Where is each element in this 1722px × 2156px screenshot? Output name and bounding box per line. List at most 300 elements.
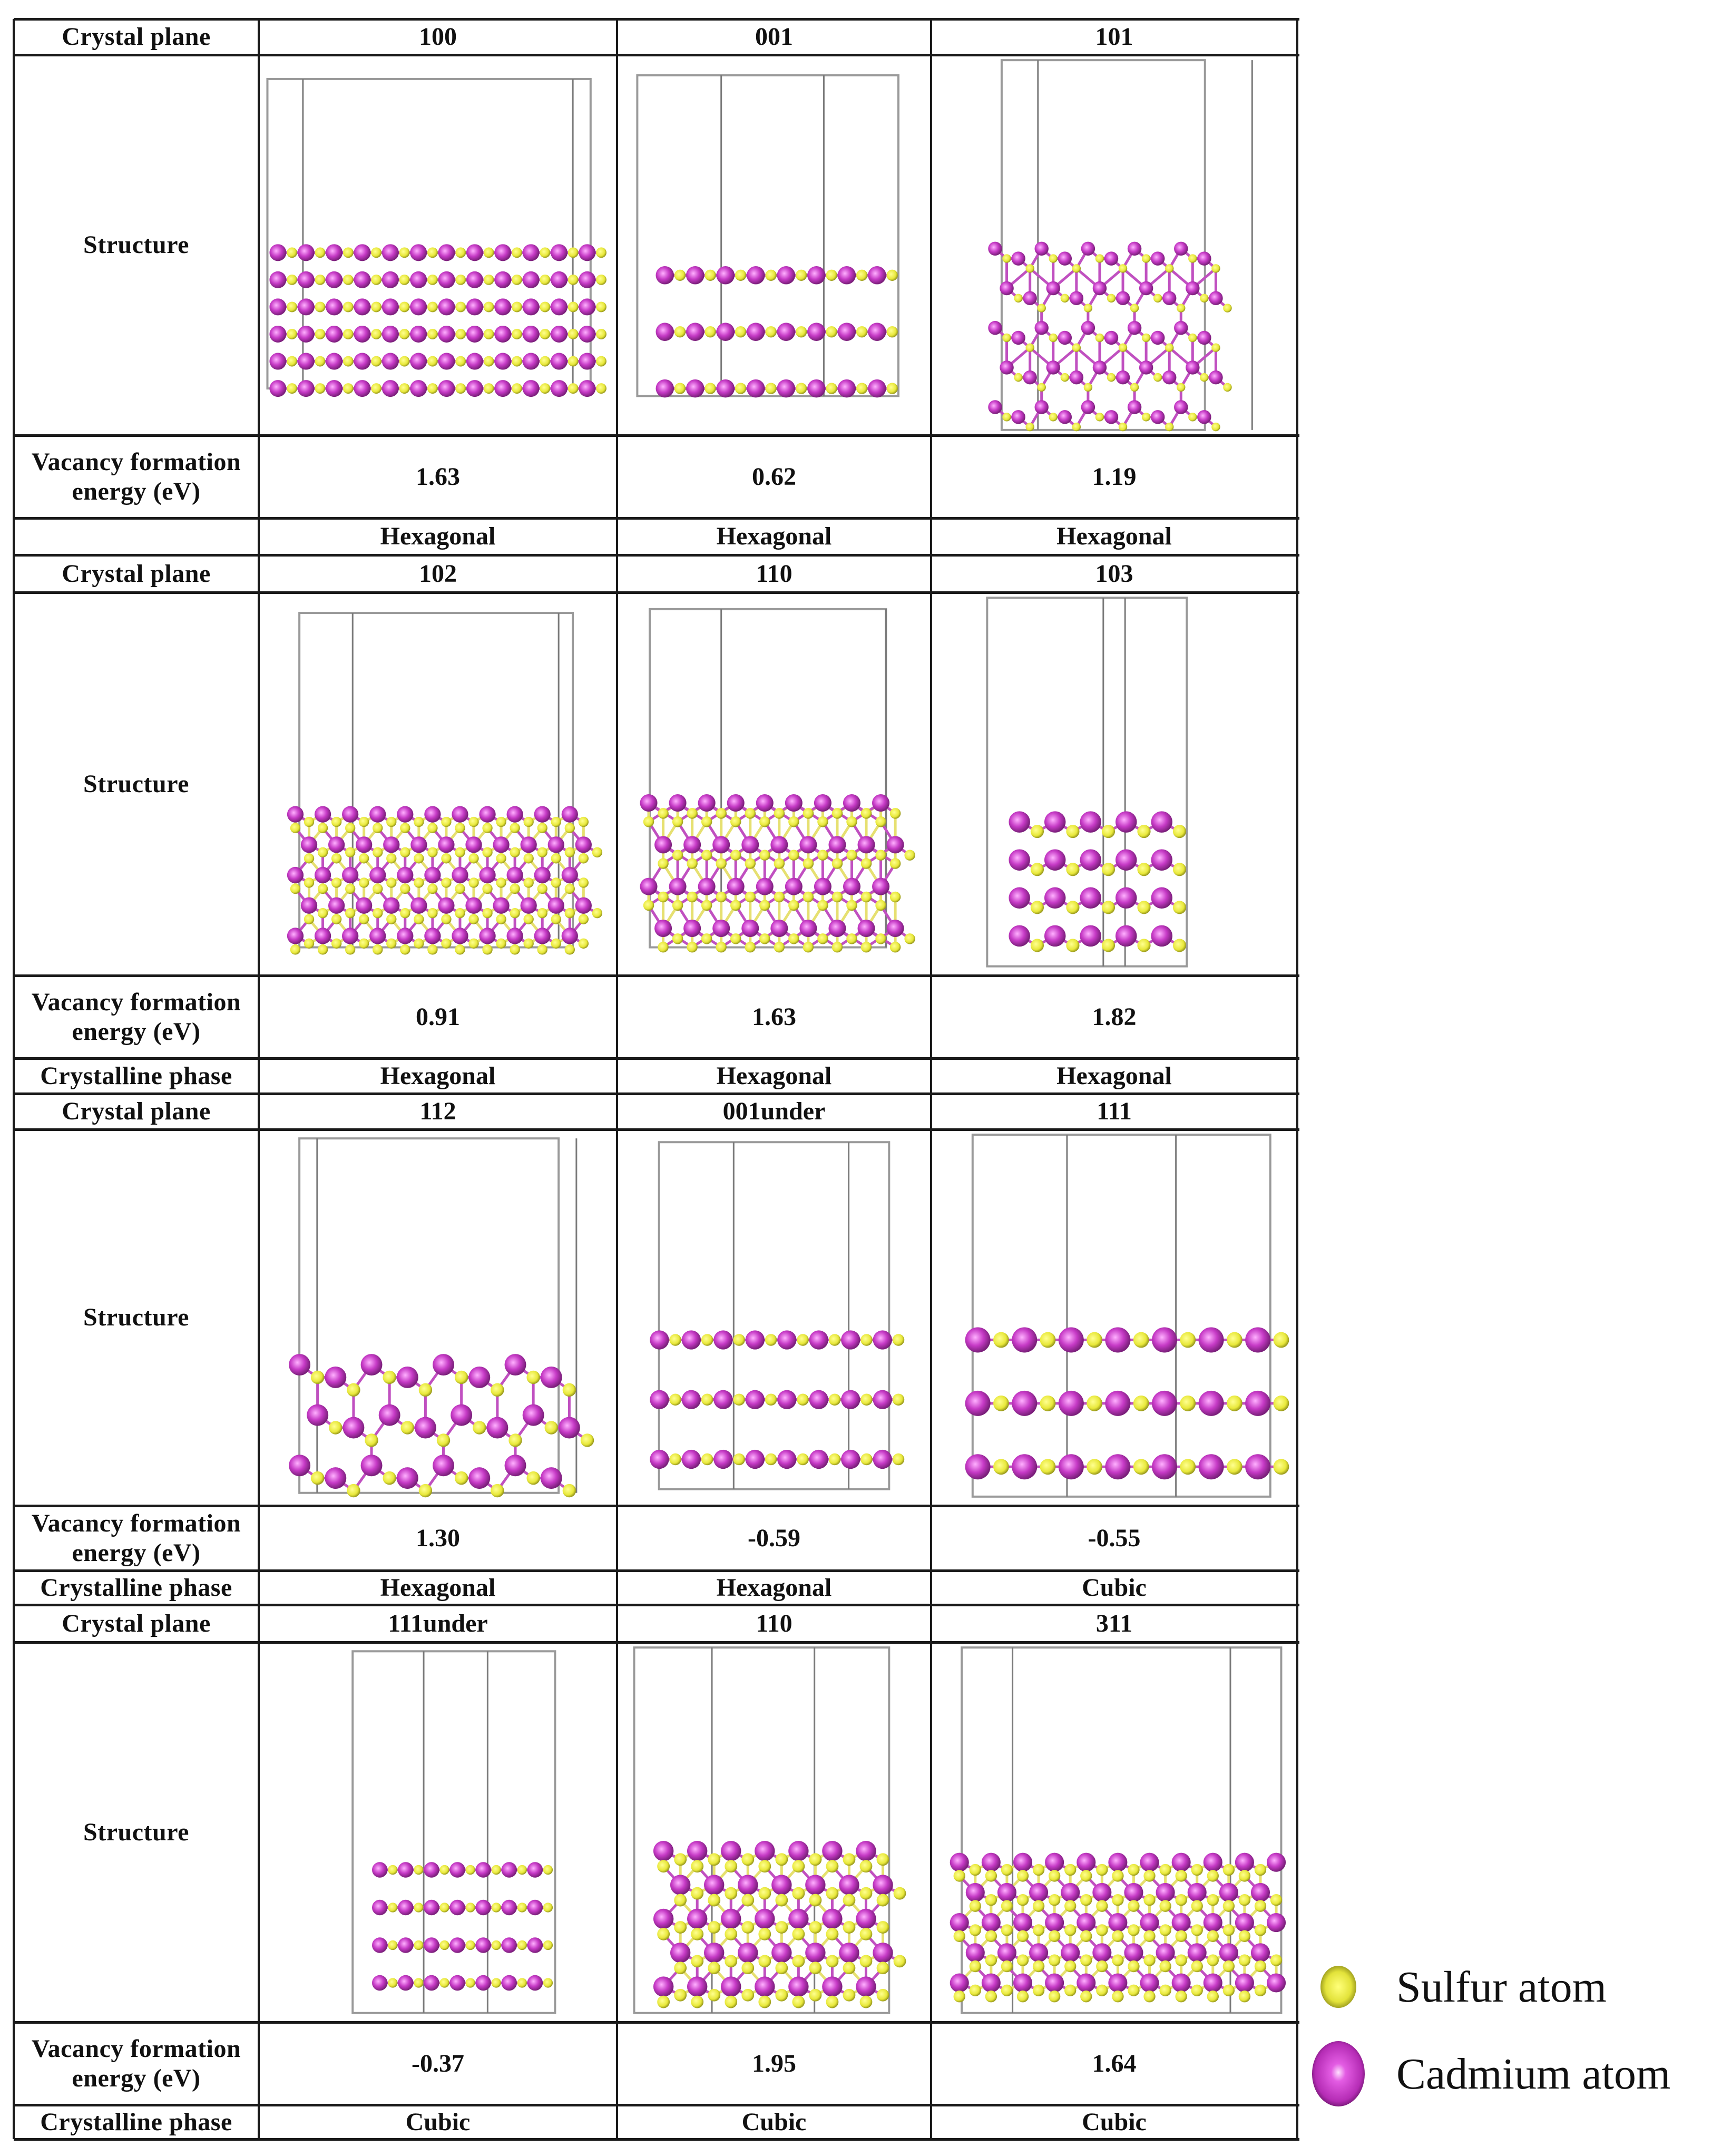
cadmium-atom	[1108, 1973, 1127, 1992]
cadmium-atom	[527, 1900, 543, 1915]
sulfur-atom	[517, 1865, 527, 1875]
sulfur-atom	[817, 933, 828, 944]
cadmium-atom	[398, 1937, 413, 1953]
sulfur-atom	[669, 1453, 681, 1465]
cadmium-atom	[449, 1975, 465, 1991]
cadmium-atom	[777, 1330, 796, 1349]
sulfur-atom	[829, 1334, 840, 1345]
sulfur-atom	[482, 847, 492, 857]
cadmium-atom	[1199, 1454, 1224, 1479]
sulfur-atom	[669, 1334, 681, 1345]
cadmium-atom	[449, 1900, 465, 1915]
cadmium-atom	[712, 836, 730, 853]
vacancy-label-line2: energy (eV)	[72, 1017, 201, 1046]
sulfur-atom	[1223, 1864, 1235, 1876]
cadmium-atom	[777, 323, 796, 341]
cadmium-atom	[965, 1391, 991, 1416]
sulfur-atom	[1001, 1960, 1013, 1972]
sulfur-atom	[540, 301, 550, 312]
row-label-structure: Structure	[83, 1818, 189, 1846]
cadmium-atom	[746, 1390, 765, 1409]
cadmium-atom	[1058, 331, 1072, 345]
sulfur-atom	[386, 877, 396, 887]
sulfur-atom	[735, 270, 746, 281]
sulfur-atom	[510, 908, 520, 918]
sulfur-atom	[455, 884, 465, 894]
cadmium-atom	[1092, 1943, 1111, 1962]
vacancy-energy-value: 0.62	[752, 462, 796, 491]
cadmium-atom	[1152, 1391, 1177, 1416]
cadmium-atom	[410, 353, 427, 370]
cadmium-atom	[382, 380, 399, 397]
sulfur-atom	[1207, 1894, 1219, 1906]
sulfur-atom	[496, 939, 506, 949]
cadmium-atom	[1151, 811, 1173, 833]
sulfur-atom	[373, 908, 383, 918]
sulfur-atom	[1153, 294, 1162, 303]
sulfur-atom	[826, 326, 837, 337]
cadmium-atom	[686, 323, 705, 341]
sulfur-atom	[318, 823, 328, 833]
cadmium-atom	[289, 1354, 310, 1375]
cadmium-atom	[527, 1937, 543, 1953]
sulfur-atom	[455, 823, 465, 833]
sulfur-atom	[1112, 1930, 1123, 1942]
sulfur-atom	[803, 808, 814, 818]
sulfur-atom	[414, 939, 424, 949]
sulfur-atom	[568, 329, 579, 339]
sulfur-atom	[701, 1453, 713, 1465]
sulfur-atom	[540, 383, 550, 394]
sulfur-atom	[1049, 1954, 1060, 1966]
cadmium-atom	[424, 1975, 439, 1991]
sulfur-atom	[1017, 1954, 1029, 1966]
cadmium-atom	[369, 806, 386, 823]
cadmium-atom	[298, 271, 315, 288]
sulfur-atom	[985, 1930, 997, 1942]
cadmium-atom	[562, 806, 578, 823]
sulfur-atom	[427, 356, 438, 367]
sulfur-atom	[745, 892, 756, 902]
sulfur-atom	[1080, 1894, 1092, 1906]
sulfur-atom	[788, 816, 799, 827]
sulfur-atom	[1031, 901, 1044, 914]
cadmium-atom	[541, 1367, 562, 1388]
cadmium-atom	[704, 1875, 724, 1895]
cadmium-atom	[475, 1975, 491, 1991]
sulfur-atom	[758, 1996, 771, 2008]
sulfur-atom	[759, 850, 770, 860]
sulfur-atom	[788, 850, 799, 860]
sulfur-atom	[304, 817, 314, 827]
sulfur-atom	[1040, 1459, 1056, 1475]
sulfur-atom	[1211, 423, 1220, 431]
cadmium-atom	[713, 1450, 732, 1469]
sulfur-atom	[843, 1921, 856, 1934]
crystal-structure-render	[933, 1131, 1296, 1504]
cadmium-atom	[822, 1976, 842, 1996]
sulfur-atom	[1143, 1870, 1155, 1881]
cadmium-atom	[809, 1390, 828, 1409]
sulfur-atom	[1143, 1991, 1155, 2002]
sulfur-atom	[540, 247, 550, 258]
cadmium-atom	[747, 323, 765, 341]
cadmium-atom	[1174, 400, 1188, 414]
sulfur-atom	[427, 823, 437, 833]
cadmium-atom	[1034, 400, 1048, 414]
sulfur-atom	[526, 1471, 540, 1485]
cadmium-atom	[479, 928, 495, 944]
sulfur-atom	[672, 933, 683, 944]
cadmium-atom	[1009, 887, 1030, 909]
cadmium-atom	[410, 298, 427, 315]
sulfur-atom	[551, 853, 561, 863]
sulfur-atom	[565, 944, 575, 954]
cadmium-atom	[369, 867, 386, 883]
sulfur-atom	[345, 884, 355, 894]
sulfur-atom	[540, 329, 550, 339]
sulfur-atom	[725, 1955, 737, 1967]
cadmium-atom	[1046, 281, 1060, 295]
sulfur-atom	[774, 808, 785, 818]
cadmium-atom	[872, 794, 889, 812]
cadmium-atom	[1219, 1883, 1238, 1902]
sulfur-atom	[1112, 1870, 1123, 1881]
sulfur-atom	[1175, 1930, 1187, 1942]
sulfur-atom	[1095, 413, 1104, 421]
sulfur-atom	[1180, 1332, 1196, 1348]
cadmium-atom	[683, 836, 701, 853]
vacancy-energy-value: 1.63	[416, 462, 460, 491]
crystal-structure-render	[933, 56, 1296, 434]
legend-label-sulfur: Sulfur atom	[1396, 1962, 1607, 2012]
cadmium-atom	[383, 897, 399, 914]
cadmium-atom	[1045, 1973, 1064, 1992]
cadmium-atom	[669, 794, 687, 812]
cadmium-atom	[682, 1390, 701, 1409]
sulfur-atom	[792, 1955, 805, 1967]
sulfur-atom	[482, 884, 492, 894]
cadmium-atom	[669, 878, 687, 895]
cadmium-atom	[493, 897, 509, 914]
cadmium-atom	[873, 1450, 892, 1469]
cadmium-atom	[1172, 1913, 1191, 1932]
row-label-vacancy-energy	[14, 2022, 259, 2105]
cadmium-atom	[799, 920, 817, 937]
sulfur-atom	[565, 908, 575, 918]
cadmium-atom	[298, 380, 315, 397]
sulfur-atom	[716, 808, 726, 818]
cadmium-atom	[354, 380, 370, 397]
cadmium-atom	[465, 836, 482, 853]
sulfur-atom	[993, 1396, 1009, 1411]
cadmium-atom	[383, 836, 399, 853]
sulfur-atom	[1207, 1991, 1219, 2002]
sulfur-atom	[657, 1996, 670, 2008]
sulfur-atom	[1033, 1985, 1044, 1996]
sulfur-atom	[730, 850, 741, 860]
cadmium-atom	[1174, 242, 1188, 256]
cadmium-atom	[438, 380, 455, 397]
sulfur-atom	[388, 1940, 397, 1950]
sulfur-atom	[414, 1978, 423, 1987]
sulfur-atom	[832, 858, 843, 869]
unit-cell-box	[659, 1142, 889, 1489]
sulfur-atom	[1177, 304, 1185, 312]
cadmium-atom	[868, 323, 886, 341]
sulfur-atom	[419, 1383, 432, 1397]
cadmium-atom	[534, 806, 551, 823]
cadmium-atom	[452, 806, 468, 823]
cadmium-atom	[382, 244, 399, 261]
cadmium-atom	[1267, 1913, 1286, 1932]
sulfur-atom	[803, 942, 814, 952]
sulfur-atom	[1002, 254, 1011, 262]
sulfur-atom	[741, 1962, 754, 1974]
sulfur-atom	[890, 942, 901, 952]
cadmium-atom	[424, 928, 441, 944]
cadmium-atom	[382, 353, 399, 370]
row-label-crystalline-phase	[14, 518, 259, 555]
cadmium-atom	[575, 897, 592, 914]
sulfur-atom	[826, 1996, 838, 2008]
cadmium-atom	[887, 836, 904, 853]
cadmium-atom	[343, 1417, 364, 1439]
crystal-plane-value: 110	[756, 1609, 792, 1637]
sulfur-atom	[455, 944, 465, 954]
sulfur-atom	[725, 1887, 737, 1900]
sulfur-atom	[1017, 1991, 1029, 2002]
sulfur-atom	[716, 858, 726, 869]
sulfur-atom	[797, 1394, 808, 1406]
sulfur-atom-icon	[1307, 1960, 1370, 2013]
cadmium-atom	[315, 928, 331, 944]
cadmium-atom	[438, 353, 455, 370]
row-label-vacancy-energy	[14, 975, 259, 1058]
sulfur-atom	[1002, 413, 1011, 421]
cadmium-atom	[466, 380, 483, 397]
cadmium-atom	[342, 806, 358, 823]
cadmium-atom	[397, 1467, 418, 1489]
cadmium-atom	[382, 271, 399, 288]
crystalline-phase-value: Hexagonal	[1056, 522, 1172, 550]
crystal-structure-render	[619, 56, 930, 434]
sulfur-atom	[1049, 334, 1058, 342]
sulfur-atom	[388, 1903, 397, 1912]
crystal-structure-render	[260, 56, 615, 434]
sulfur-atom	[725, 1928, 737, 1940]
sulfur-atom	[439, 1903, 449, 1912]
sulfur-atom	[1173, 939, 1186, 952]
sulfur-atom	[741, 1853, 754, 1866]
sulfur-atom	[860, 1394, 872, 1406]
cadmium-atom	[449, 1862, 465, 1877]
sulfur-atom	[809, 1894, 821, 1907]
crystal-plane-value: 100	[419, 23, 457, 51]
sulfur-atom	[1096, 1924, 1108, 1936]
cadmium-atom	[452, 867, 468, 883]
sulfur-atom	[596, 383, 606, 394]
cadmium-atom	[856, 1976, 876, 1996]
cadmium-atom	[997, 1943, 1016, 1962]
sulfur-atom	[1102, 825, 1115, 838]
crystalline-phase-value: Cubic	[405, 2108, 471, 2136]
crystalline-phase-value: Cubic	[741, 2108, 807, 2136]
cadmium-atom	[521, 836, 537, 853]
sulfur-atom	[1040, 1332, 1056, 1348]
crystal-plane-value: 311	[1095, 1609, 1133, 1637]
cadmium-atom	[523, 380, 540, 397]
sulfur-atom	[745, 942, 756, 952]
sulfur-atom	[1227, 1459, 1242, 1475]
cadmium-atom	[1140, 1913, 1159, 1932]
cadmium-atom	[1124, 1883, 1143, 1902]
vacancy-energy-value: 1.19	[1092, 462, 1137, 491]
sulfur-atom	[701, 850, 712, 860]
cadmium-atom	[1108, 1913, 1127, 1932]
cadmium-atom	[575, 836, 592, 853]
sulfur-atom	[345, 944, 355, 954]
sulfur-atom	[970, 1985, 981, 1996]
sulfur-atom	[318, 884, 328, 894]
cadmium-atom	[982, 1853, 1001, 1872]
sulfur-atom	[427, 383, 438, 394]
cadmium-atom	[1009, 811, 1030, 833]
sulfur-atom	[400, 847, 410, 857]
sulfur-atom	[1274, 1396, 1289, 1411]
sulfur-atom	[826, 1928, 838, 1940]
sulfur-atom	[1087, 1332, 1102, 1348]
cadmium-atom	[1245, 1327, 1270, 1352]
sulfur-atom	[643, 816, 654, 827]
sulfur-atom	[691, 1955, 703, 1967]
cadmium-atom	[562, 928, 578, 944]
sulfur-atom	[672, 900, 683, 911]
crystal-plane-value: 103	[1095, 559, 1133, 588]
sulfur-atom	[894, 1955, 906, 1967]
sulfur-atom	[1130, 304, 1139, 312]
sulfur-atom	[1017, 1894, 1029, 1906]
cadmium-atom	[982, 1973, 1001, 1992]
sulfur-atom	[441, 939, 451, 949]
cadmium-atom	[342, 867, 358, 883]
sulfur-atom	[687, 942, 697, 952]
sulfur-atom	[437, 1433, 450, 1447]
sulfur-atom	[331, 877, 341, 887]
sulfur-atom	[455, 329, 466, 339]
sulfur-atom	[1223, 1900, 1235, 1911]
sulfur-atom	[796, 326, 807, 337]
crystal-plane-value: 111under	[388, 1609, 488, 1637]
cadmium-atom	[988, 321, 1002, 335]
sulfur-atom	[1223, 383, 1231, 392]
cadmium-atom	[1152, 1454, 1177, 1479]
cadmium-atom	[562, 867, 578, 883]
sulfur-atom	[733, 1453, 745, 1465]
cadmium-atom	[656, 266, 674, 285]
cadmium-atom	[872, 878, 889, 895]
sulfur-atom	[1255, 1864, 1266, 1876]
sulfur-atom	[1107, 294, 1116, 303]
sulfur-atom	[287, 247, 297, 258]
crystal-plane-value: 111	[1097, 1097, 1132, 1125]
sulfur-atom	[400, 908, 410, 918]
cadmium-atom	[328, 897, 345, 914]
sulfur-atom	[537, 823, 547, 833]
sulfur-atom	[890, 808, 901, 818]
cadmium-atom	[965, 1327, 991, 1352]
sulfur-atom	[877, 1921, 889, 1934]
sulfur-atom	[427, 884, 437, 894]
sulfur-atom	[1255, 1985, 1266, 1996]
sulfur-atom	[512, 275, 522, 285]
cadmium-atom	[1029, 1883, 1048, 1902]
sulfur-atom	[1274, 1459, 1289, 1475]
sulfur-atom	[371, 329, 381, 339]
cadmium-atom	[838, 323, 856, 341]
sulfur-atom	[725, 1996, 737, 2008]
sulfur-atom	[565, 884, 575, 894]
sulfur-atom	[985, 1894, 997, 1906]
sulfur-atom	[792, 1996, 805, 2008]
sulfur-atom	[1137, 939, 1150, 952]
cadmium-atom	[361, 1354, 383, 1375]
sulfur-atom	[399, 301, 410, 312]
sulfur-atom	[846, 933, 857, 944]
sulfur-atom	[1191, 1985, 1203, 1996]
cadmium-atom	[398, 1975, 413, 1991]
cadmium-atom	[438, 271, 455, 288]
sulfur-atom	[1200, 294, 1208, 303]
cadmium-atom	[372, 1862, 387, 1877]
sulfur-atom	[331, 939, 341, 949]
sulfur-atom	[1223, 1960, 1235, 1972]
sulfur-atom	[523, 817, 533, 827]
sulfur-atom	[657, 1860, 670, 1872]
sulfur-atom	[1191, 1960, 1203, 1972]
sulfur-atom	[765, 1453, 777, 1465]
sulfur-atom	[860, 1334, 872, 1345]
sulfur-atom	[455, 1471, 468, 1485]
cadmium-atom	[475, 1900, 491, 1915]
sulfur-atom	[287, 301, 297, 312]
sulfur-atom	[484, 301, 494, 312]
sulfur-atom	[1207, 1954, 1219, 1966]
sulfur-atom	[796, 383, 807, 394]
structure-image	[617, 592, 931, 975]
sulfur-atom	[1133, 1332, 1149, 1348]
sulfur-atom	[674, 1921, 687, 1934]
sulfur-atom	[1064, 1900, 1076, 1911]
sulfur-atom	[860, 1453, 872, 1465]
cadmium-atom	[548, 897, 564, 914]
sulfur-atom	[1102, 901, 1115, 914]
sulfur-atom	[441, 853, 451, 863]
cadmium-atom	[1267, 1853, 1286, 1872]
sulfur-atom	[1130, 383, 1139, 392]
cadmium-atom	[966, 1943, 985, 1962]
cadmium-atom	[1093, 360, 1107, 374]
cadmium-atom	[465, 897, 482, 914]
sulfur-atom	[1087, 1396, 1102, 1411]
cadmium-atom	[713, 1390, 732, 1409]
cadmium-atom	[747, 266, 765, 285]
sulfur-atom	[775, 1989, 788, 2002]
sulfur-atom	[492, 1903, 501, 1912]
sulfur-atom	[970, 1900, 981, 1911]
sulfur-atom	[517, 1903, 527, 1912]
sulfur-atom	[304, 939, 314, 949]
